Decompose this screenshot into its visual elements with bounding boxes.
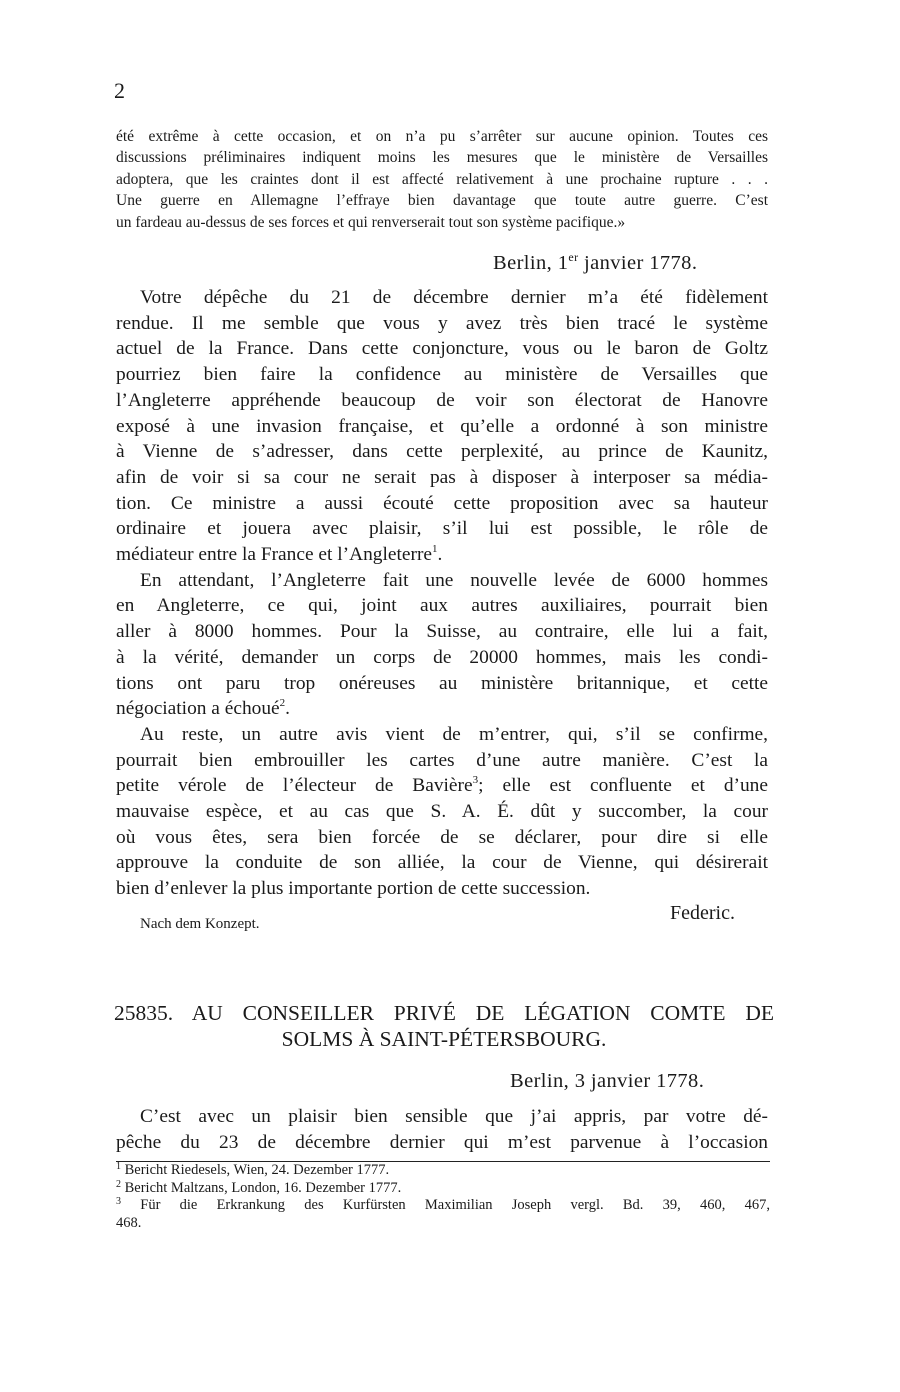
body-line: Au reste, un autre avis vient de m’entrer, qui, s’il se confirme, (140, 723, 768, 745)
body-line (116, 542, 768, 568)
body-text: ; elle est confluente et d’une (478, 775, 768, 797)
body-line: pourriez bien faire la confidence au ministère de Versailles que (116, 364, 768, 386)
body-line: ordinaire et jouera avec plaisir, s’il lui est possible, le rôle de (116, 518, 768, 540)
footnote-ref: 2 (279, 697, 286, 710)
body-line: en Angleterre, ce qui, joint aux autres auxiliaires, pourrait bien (116, 595, 768, 617)
date-prefix: Berlin, 1 (493, 252, 569, 274)
body-line (116, 773, 768, 799)
body-line: à Vienne de s’adresser, dans cette perplexité, au prince de Kaunitz, (116, 441, 768, 463)
body-line: rendue. Il me semble que vous y avez très bien tracé le système (116, 312, 768, 334)
footnote-text: Bericht Maltzans, London, 16. Dezember 1777. (124, 1179, 402, 1196)
body-line: l’Angleterre appréhende beaucoup de voir son électorat de Hanovre (116, 389, 768, 411)
body-line: C’est avec un plaisir bien sensible que j’ai appris, par votre dé- (140, 1106, 768, 1127)
date-suffix: janvier 1778. (578, 252, 698, 274)
footnote (116, 1197, 770, 1215)
body-line: mauvaise espèce, et au cas que S. A. É. dût y succomber, la cour (116, 801, 768, 823)
footnote-continuation: 468. (116, 1214, 142, 1231)
heading-line: 25835. AU CONSEILLER PRIVÉ DE LÉGATION COMTE DE (114, 1001, 774, 1025)
body-text: médiateur entre la France et l’Angleterre (116, 544, 433, 566)
quoted-report (116, 126, 768, 233)
footnotes (116, 1162, 770, 1232)
body-line: afin de voir si sa cour ne serait pas à disposer à interposer sa média- (116, 466, 768, 488)
body-line: Votre dépêche du 21 de décembre dernier m’a été fidèlement (140, 287, 768, 308)
letter2-body (116, 1104, 768, 1155)
body-text: . (437, 544, 443, 566)
footnote-text: Bericht Riedesels, Wien, 24. Dezember 1777. (124, 1162, 390, 1178)
body-line: approuve la conduite de son alliée, la cour de Vienne, qui désirerait (116, 852, 768, 874)
letter2-dateline: Berlin, 3 janvier 1778. (510, 1070, 705, 1092)
body-line: à la vérité, demander un corps de 20000 hommes, mais les condi- (116, 646, 768, 668)
footnote (116, 1180, 770, 1198)
body-line: pourrait bien embrouiller les cartes d’une autre manière. C’est la (116, 749, 768, 771)
quote-line: adoptera, que les craintes dont il est affecté relativement à une prochaine rupture . . . (116, 170, 768, 188)
source-note: Nach dem Konzept. (140, 916, 260, 932)
body-line: tions ont paru trop onéreuses au ministère britannique, et cette (116, 672, 768, 694)
footnote (116, 1162, 770, 1180)
letter1-body (116, 285, 768, 902)
quote-line: été extrême à cette occasion, et on n’a pu s’arrêter sur aucune opinion. Toutes ces (116, 128, 768, 145)
quote-line: Une guerre en Allemagne l’effraye bien davantage que toute autre guerre. C’est (116, 192, 768, 210)
body-line (116, 696, 768, 722)
signature: Federic. (670, 902, 735, 924)
footnote-number: 1 (116, 1161, 121, 1172)
body-line: bien d’enlever la plus importante portion de cette succession. (116, 878, 591, 900)
letter-heading (114, 1000, 774, 1052)
page-number: 2 (114, 78, 125, 103)
quote-line: discussions préliminaires indiquent moins les mesures que le ministère de Versailles (116, 149, 768, 167)
body-line: actuel de la France. Dans cette conjoncture, vous ou le baron de Goltz (116, 338, 768, 360)
date-ordinal: er (568, 250, 579, 264)
footnote-number: 2 (116, 1178, 121, 1190)
body-line: En attendant, l’Angleterre fait une nouvelle levée de 6000 hommes (140, 569, 768, 591)
body-text: . (285, 698, 291, 720)
footnote-number: 3 (116, 1196, 121, 1208)
body-text: petite vérole de l’électeur de Bavière (116, 775, 473, 797)
body-line: tion. Ce ministre a aussi écouté cette proposition avec sa hauteur (116, 492, 768, 514)
body-line: où vous êtes, sera bien forcée de se déclarer, pour dire si elle (116, 826, 768, 848)
body-line: pêche du 23 de décembre dernier qui m’est parvenue à l’occasion (116, 1131, 768, 1153)
footnote-text: Für die Erkrankung des Kurfürsten Maximilian Joseph vergl. Bd. 39, 460, 467, (140, 1197, 770, 1214)
body-line: exposé à une invasion française, et qu’elle a ordonné à son ministre (116, 415, 768, 437)
footnote-ref: 3 (472, 774, 479, 787)
body-text: négociation a échoué (116, 698, 280, 720)
footnote-ref: 1 (432, 543, 438, 556)
heading-line: SOLMS À SAINT-PÉTERSBOURG. (281, 1027, 607, 1051)
body-line: aller à 8000 hommes. Pour la Suisse, au contraire, elle lui a fait, (116, 621, 768, 643)
quote-line: un fardeau au-dessus de ses forces et qui renverserait tout son système pacifique.» (116, 213, 626, 231)
letter1-dateline (493, 250, 697, 275)
